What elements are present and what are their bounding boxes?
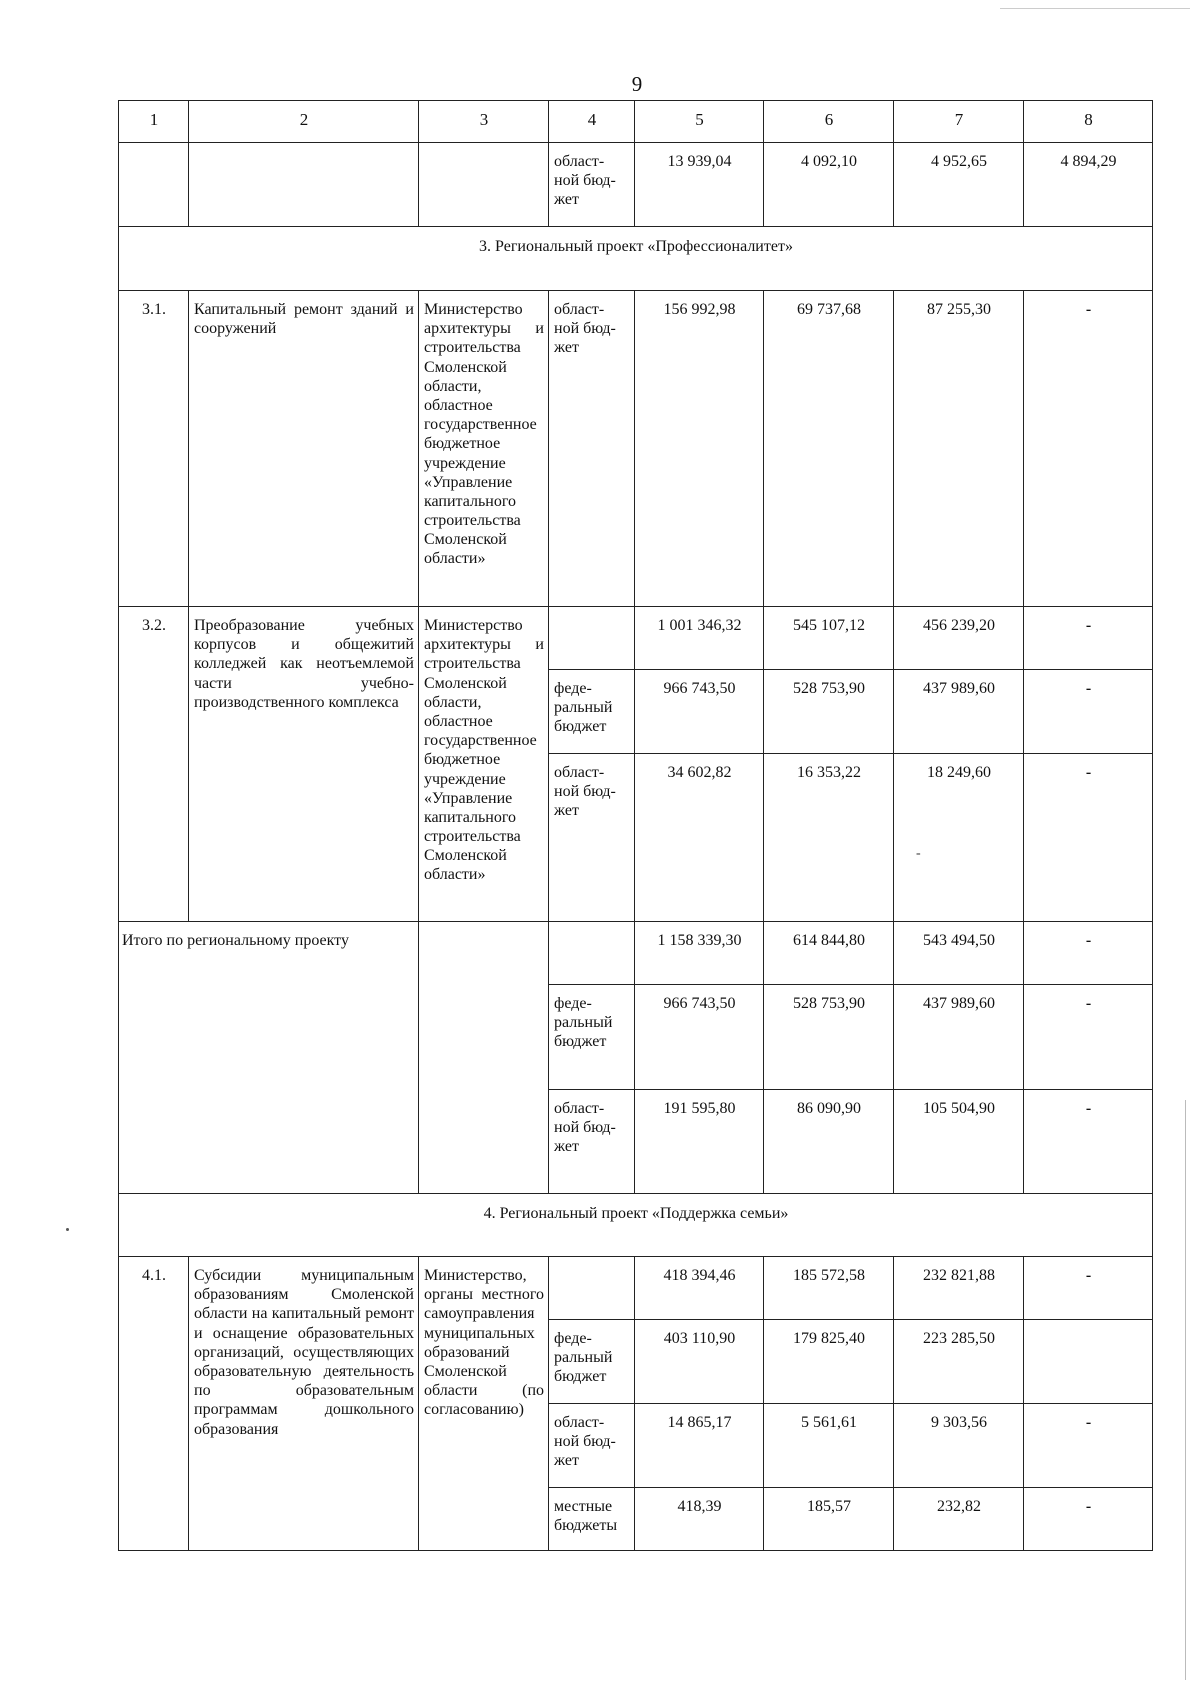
total-label: Итого по региональному проекту [119,922,419,1194]
header-col-2: 2 [189,101,419,143]
value-col-5: 966 743,50 [635,985,764,1090]
value-col-5: 14 865,17 [635,1404,764,1488]
funding-source [549,1257,635,1320]
executor: Министерство архитектуры и строительства Смоленской области, областное государственное бюджетное учреждение «Управление капитального строительства Смоленской области» [419,607,549,922]
page-number: 9 [631,72,643,96]
value-col-7: 456 239,20 [894,607,1024,670]
value-col-5: 966 743,50 [635,670,764,754]
section-4-row [119,1194,1153,1257]
section-3-total-all [119,922,1153,985]
executor: Министерство архитектуры и строительства Смоленской области, областное государственное бюджетное учреждение «Управление капитального строительства Смоленской области» [419,291,549,607]
value-text: 18 249,60 [927,764,991,781]
value-col-8: - [1024,1404,1153,1488]
value-col-5: 418,39 [635,1488,764,1551]
value-col-6: 185 572,58 [764,1257,894,1320]
value-col-7: 437 989,60 [894,985,1024,1090]
row-3-1 [119,291,1153,607]
value-col-5: 418 394,46 [635,1257,764,1320]
value-col-7: 232 821,88 [894,1257,1024,1320]
measure-name: Субсидии муниципальным образованиям Смоленской области на капитальный ремонт и оснащение образовательных организаций, осуществляющих образовательную деятельность по образовательным программам дошкольного образования [189,1257,419,1551]
funding-source: област- ной бюд- жет [549,291,635,607]
header-col-7: 7 [894,101,1024,143]
executor [419,922,549,1194]
header-col-5: 5 [635,101,764,143]
value-col-6: 545 107,12 [764,607,894,670]
header-col-4: 4 [549,101,635,143]
value-col-5: 13 939,04 [635,143,764,227]
funding-source [549,922,635,985]
funding-source: област- ной бюд- жет [549,1404,635,1488]
value-col-5: 403 110,90 [635,1320,764,1404]
row-number: 4.1. [119,1257,189,1551]
value-col-8: - [1024,985,1153,1090]
value-col-8: - [1024,607,1153,670]
funding-source: феде- ральный бюджет [549,670,635,754]
row-4-1-total [119,1257,1153,1320]
value-col-7: 543 494,50 [894,922,1024,985]
funding-source: област- ной бюд- жет [549,1090,635,1194]
header-row [119,101,1153,143]
value-col-6: 179 825,40 [764,1320,894,1404]
funding-source: феде- ральный бюджет [549,985,635,1090]
value-col-7: 437 989,60 [894,670,1024,754]
value-col-7: 4 952,65 [894,143,1024,227]
value-col-5: 1 158 339,30 [635,922,764,985]
funding-source: област- ной бюд- жет [549,143,635,227]
value-col-5: 34 602,82 [635,754,764,922]
value-col-8: - [1024,670,1153,754]
continued-row [119,143,1153,227]
funding-source: феде- ральный бюджет [549,1320,635,1404]
value-col-7: 9 303,56 [894,1404,1024,1488]
value-col-6: 5 561,61 [764,1404,894,1488]
value-col-7: 105 504,90 [894,1090,1024,1194]
row-number: 3.2. [119,607,189,922]
header-col-1: 1 [119,101,189,143]
value-col-7: 223 285,50 [894,1320,1024,1404]
value-col-7 [894,754,1024,922]
value-col-5: 1 001 346,32 [635,607,764,670]
value-col-6: 4 092,10 [764,143,894,227]
measure-name: Капитальный ремонт зданий и сооружений [189,291,419,607]
executor: Министерство, органы местного самоуправления муниципальных образований Смоленской области (по согласованию) [419,1257,549,1551]
value-col-6: 528 753,90 [764,985,894,1090]
value-col-7: 232,82 [894,1488,1024,1551]
value-col-6: 614 844,80 [764,922,894,985]
value-col-6: 69 737,68 [764,291,894,607]
value-col-8 [1024,1320,1153,1404]
value-col-8: - [1024,1090,1153,1194]
margin-speck [66,1228,69,1231]
scan-edge-line-right [1185,1100,1186,1680]
section-3-title: 3. Региональный проект «Профессионалитет» [119,227,1153,291]
value-col-6: 86 090,90 [764,1090,894,1194]
scan-edge-line [1000,8,1190,9]
measure-name: Преобразование учебных корпусов и общежитий колледжей как неотъемлемой части учебно-производственного комплекса [189,607,419,922]
funding-source: местные бюджеты [549,1488,635,1551]
value-col-8: - [1024,754,1153,922]
value-col-5: 191 595,80 [635,1090,764,1194]
value-col-8: - [1024,1257,1153,1320]
section-3-row [119,227,1153,291]
row-number: 3.1. [119,291,189,607]
funding-source [549,607,635,670]
funding-source: област- ной бюд- жет [549,754,635,922]
value-col-8: - [1024,1488,1153,1551]
stray-mark: - [916,846,921,861]
value-col-6: 528 753,90 [764,670,894,754]
header-col-3: 3 [419,101,549,143]
value-col-8: - [1024,291,1153,607]
budget-table [118,100,1153,1551]
value-col-8: - [1024,922,1153,985]
header-col-8: 8 [1024,101,1153,143]
row-3-2-total [119,607,1153,670]
header-col-6: 6 [764,101,894,143]
value-col-6: 185,57 [764,1488,894,1551]
value-col-5: 156 992,98 [635,291,764,607]
value-col-8: 4 894,29 [1024,143,1153,227]
value-col-6: 16 353,22 [764,754,894,922]
value-col-7: 87 255,30 [894,291,1024,607]
section-4-title: 4. Региональный проект «Поддержка семьи» [119,1194,1153,1257]
